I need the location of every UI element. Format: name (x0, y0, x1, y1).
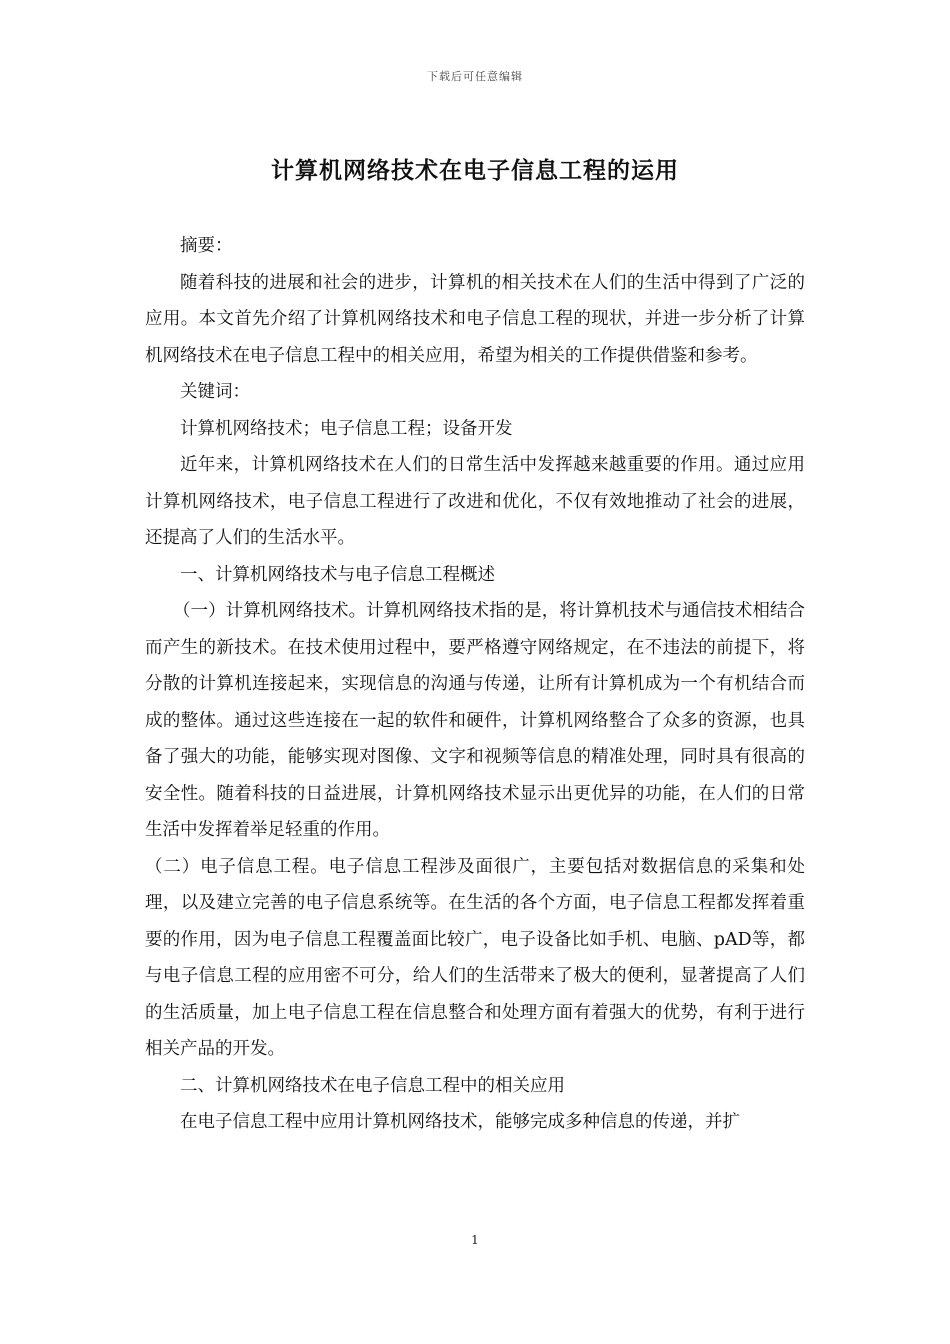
abstract-paragraph: 随着科技的进展和社会的进步，计算机的相关技术在人们的生活中得到了广泛的应用。本文首先介绍了计算机网络技术和电子信息工程的现状，并进一步分析了计算机网络技术在电子信息工程中的相关应用，希望为相关的工作提供借鉴和参考。 (145, 272, 805, 366)
section-heading-1: 一、计算机网络技术与电子信息工程概述 (180, 564, 495, 585)
intro-paragraph: 近年来，计算机网络技术在人们的日常生活中发挥越来越重要的作用。通过应用计算机网络技术，电子信息工程进行了改进和优化，不仅有效地推动了社会的进展，还提高了人们的生活水平。 (145, 455, 805, 548)
section-heading-2: 二、计算机网络技术在电子信息工程中的相关应用 (180, 1075, 565, 1096)
subsection-paragraph-1: （一）计算机网络技术。计算机网络技术指的是，将计算机技术与通信技术相结合而产生的新技术。在技术使用过程中，要严格遵守网络规定，在不违法的前提下，将分散的计算机连接起来，实现信息的沟通与传递，让所有计算机成为一个有机结合而成的整体。通过这些连接在一起的软件和硬件，计算机网络整合了众多的资源，也具备了强大的功能，能够实现对图像、文字和视频等信息的精准处理，同时具有很高的安全性。随着科技的日益进展，计算机网络技术显示出更优异的功能，在人们的日常生活中发挥着举足轻重的作用。 (145, 601, 805, 840)
section-paragraph-2: 在电子信息工程中应用计算机网络技术，能够完成多种信息的传递，并扩 (180, 1112, 740, 1132)
keywords-heading: 关键词： (180, 382, 250, 402)
document-body (145, 228, 805, 1141)
page-number: 1 (471, 1233, 479, 1247)
abstract-heading: 摘要： (180, 236, 233, 256)
subsection-paragraph-2: （二）电子信息工程。电子信息工程涉及面很广，主要包括对数据信息的采集和处理，以及建立完善的电子信息系统等。在生活的各个方面，电子信息工程都发挥着重要的作用，因为电子信息工程覆盖面比较广，电子设备比如手机、电脑、pAD等，都与电子信息工程的应用密不可分，给人们的生活带来了极大的便利，显著提高了人们的生活质量，加上电子信息工程在信息整合和处理方面有着强大的优势，有利于进行相关产品的开发。 (145, 856, 805, 1059)
keywords-paragraph: 计算机网络技术；电子信息工程；设备开发 (180, 418, 513, 439)
header-note: 下载后可任意编辑 (427, 70, 523, 83)
document-title: 计算机网络技术在电子信息工程的运用 (271, 158, 679, 184)
